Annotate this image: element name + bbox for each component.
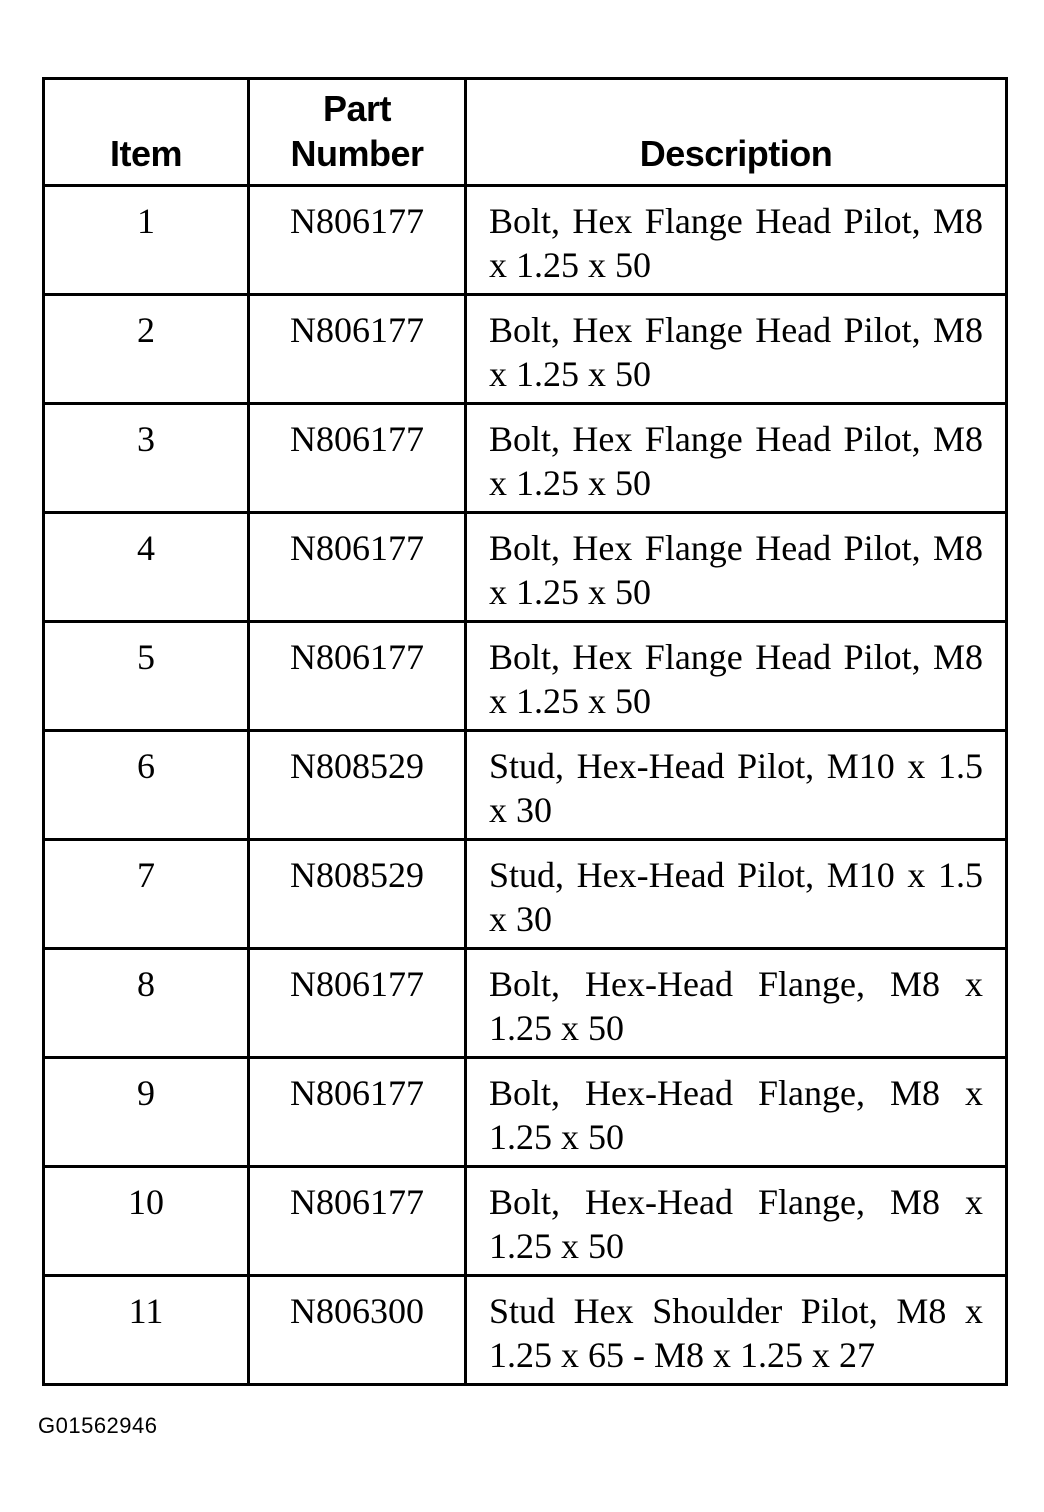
part-number-cell: N806177 xyxy=(249,622,466,731)
header-part-number-label: Part Number xyxy=(290,88,424,174)
description-cell: Bolt, Hex-Head Flange, M8 x 1.25 x 50 xyxy=(466,1058,1007,1167)
table-row xyxy=(44,186,1007,295)
part-number-cell: N806177 xyxy=(249,404,466,513)
table-row xyxy=(44,949,1007,1058)
part-number-cell: N806177 xyxy=(249,186,466,295)
table-row xyxy=(44,1276,1007,1385)
item-cell: 6 xyxy=(44,731,249,840)
table-row xyxy=(44,1167,1007,1276)
part-number-cell: N806300 xyxy=(249,1276,466,1385)
header-description: Description xyxy=(466,79,1007,186)
table-row xyxy=(44,731,1007,840)
description-cell: Bolt, Hex Flange Head Pilot, M8 x 1.25 x 50 xyxy=(466,622,1007,731)
description-cell: Bolt, Hex-Head Flange, M8 x 1.25 x 50 xyxy=(466,1167,1007,1276)
item-cell: 7 xyxy=(44,840,249,949)
header-part-number xyxy=(249,79,466,186)
table-row xyxy=(44,404,1007,513)
table-body xyxy=(44,186,1007,1385)
table-row xyxy=(44,1058,1007,1167)
description-cell: Bolt, Hex-Head Flange, M8 x 1.25 x 50 xyxy=(466,949,1007,1058)
figure-id: G01562946 xyxy=(38,1413,158,1438)
item-cell: 10 xyxy=(44,1167,249,1276)
item-cell: 5 xyxy=(44,622,249,731)
part-number-cell: N808529 xyxy=(249,840,466,949)
item-cell: 4 xyxy=(44,513,249,622)
description-cell: Bolt, Hex Flange Head Pilot, M8 x 1.25 x 50 xyxy=(466,404,1007,513)
description-cell: Stud, Hex-Head Pilot, M10 x 1.5 x 30 xyxy=(466,731,1007,840)
header-row xyxy=(44,79,1007,186)
item-cell: 9 xyxy=(44,1058,249,1167)
table-row xyxy=(44,840,1007,949)
header-item: Item xyxy=(44,79,249,186)
parts-table xyxy=(42,77,1008,1386)
item-cell: 8 xyxy=(44,949,249,1058)
item-cell: 11 xyxy=(44,1276,249,1385)
item-cell: 2 xyxy=(44,295,249,404)
part-number-cell: N806177 xyxy=(249,513,466,622)
description-cell: Stud, Hex-Head Pilot, M10 x 1.5 x 30 xyxy=(466,840,1007,949)
description-cell: Bolt, Hex Flange Head Pilot, M8 x 1.25 x 50 xyxy=(466,295,1007,404)
description-cell: Stud Hex Shoulder Pilot, M8 x 1.25 x 65 - M8 x 1.25 x 27 xyxy=(466,1276,1007,1385)
part-number-cell: N808529 xyxy=(249,731,466,840)
part-number-cell: N806177 xyxy=(249,949,466,1058)
part-number-cell: N806177 xyxy=(249,1167,466,1276)
part-number-cell: N806177 xyxy=(249,1058,466,1167)
item-cell: 1 xyxy=(44,186,249,295)
table-row xyxy=(44,295,1007,404)
table-row xyxy=(44,513,1007,622)
table-row xyxy=(44,622,1007,731)
part-number-cell: N806177 xyxy=(249,295,466,404)
description-cell: Bolt, Hex Flange Head Pilot, M8 x 1.25 x 50 xyxy=(466,513,1007,622)
item-cell: 3 xyxy=(44,404,249,513)
description-cell: Bolt, Hex Flange Head Pilot, M8 x 1.25 x 50 xyxy=(466,186,1007,295)
